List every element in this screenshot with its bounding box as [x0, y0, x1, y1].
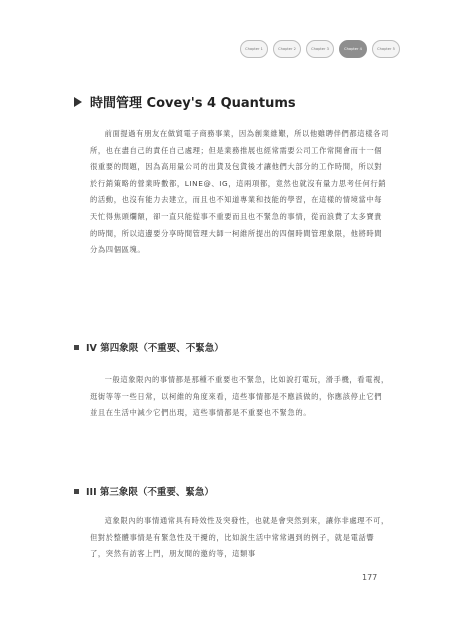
section-title-text: 時間管理 Covey's 4 Quantums: [90, 96, 296, 111]
quadrant-4-heading: [74, 340, 224, 354]
chapter-tab-1[interactable]: Chapter 1: [240, 40, 268, 58]
quadrant-4-heading-text: IV 第四象限（不重要、不緊急）: [86, 343, 224, 354]
quadrant-3-heading-text: III 第三象限（不重要、緊急）: [86, 487, 214, 498]
chapter-tab-2[interactable]: Chapter 2: [273, 40, 301, 58]
chapter-tab-5[interactable]: Chapter 5: [372, 40, 400, 58]
square-bullet-icon: [74, 345, 79, 350]
chapter-tab-4[interactable]: Chapter 4: [339, 40, 367, 58]
intro-paragraph: 前面提過有朋友在做貿電子商務事業，因為創業維艱，所以他雖聘伴們都這樣各司所，也在盡自己的責任自己處理；但是業務推展也經常需要公司工作常開會而十一個很重要的問題，因為高用量公司的出貨及包貨後才讓他們大部分的工作時間，所以對於行銷策略的營業時數都，LINE@、IG，這兩項都，竟然也就沒有量力思考任何行銷的活動，也沒有能力去建立，而且也不知道專業和技能的學習，在這樣的情境當中每天忙得焦頭爛額，卻一直只能從事不重要而且也不緊急的事情，從而浪費了太多寶貴的時間，所以這邊要分享時間管理大師一柯維所提出的四個時間管理象限，他將時間分為四個區塊。: [90, 129, 389, 255]
page-number: 177: [362, 573, 378, 582]
quadrant-4-paragraph: 一般這象限內的事情都是那種不重要也不緊急，比如說打電玩，滑手機，看電視，逛街等等一些日常，以柯維的角度來看，這些事情都是不應該做的，你應該停止它們並且在生活中減少它們出現，這些事情都是不重要也不緊急的。: [90, 375, 389, 418]
section-title: [74, 92, 296, 111]
square-bullet-icon: [74, 489, 79, 494]
chapter-tab-3[interactable]: Chapter 3: [306, 40, 334, 58]
quadrant-3-paragraph: 這象限內的事情通常具有時效性及突發性，也就是會突然到來，讓你非處理不可，但對於整體事情是有緊急性及干擾的，比如說生活中常常遇到的例子，就是電話響了，突然有訪客上門，朋友間的邀約等，這類事: [90, 516, 389, 559]
triangle-marker-icon: [74, 97, 82, 107]
chapter-nav: [240, 40, 400, 58]
quadrant-3-heading: [74, 484, 214, 498]
